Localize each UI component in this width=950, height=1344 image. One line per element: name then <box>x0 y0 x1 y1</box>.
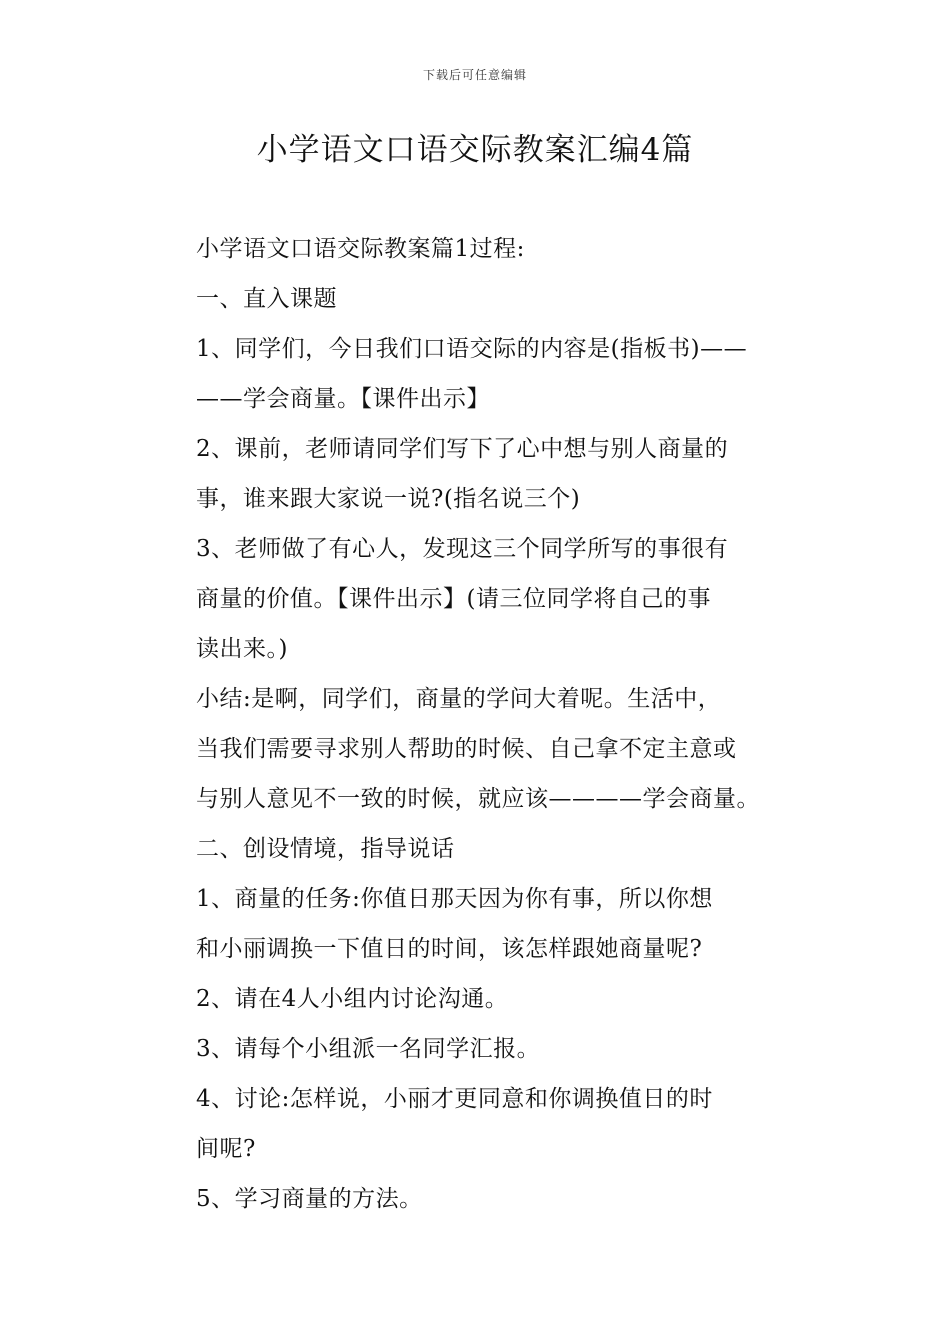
section-heading: 一、直入课题 <box>196 286 337 312</box>
paragraph-line: 5、学习商量的方法。 <box>196 1186 423 1212</box>
paragraph-line: 1、商量的任务:你值日那天因为你有事，所以你想 <box>196 886 713 912</box>
section-heading: 二、创设情境，指导说话 <box>196 836 455 862</box>
paragraph-line: 读出来。) <box>196 636 288 662</box>
paragraph-line: 小学语文口语交际教案篇1过程: <box>196 236 525 262</box>
paragraph-line: ——学会商量。【课件出示】 <box>196 386 490 412</box>
paragraph-line: 小结:是啊，同学们，商量的学问大着呢。生活中， <box>196 686 722 712</box>
header-note: 下载后可任意编辑 <box>422 68 527 82</box>
paragraph-line: 当我们需要寻求别人帮助的时候、自己拿不定主意或 <box>196 736 737 762</box>
paragraph-line: 3、请每个小组派一名同学汇报。 <box>196 1036 541 1062</box>
paragraph-line: 2、请在4人小组内讨论沟通。 <box>196 986 509 1012</box>
paragraph-line: 事，谁来跟大家说一说?(指名说三个) <box>196 486 581 512</box>
document-title: 小学语文口语交际教案汇编4篇 <box>256 132 694 168</box>
paragraph-line: 和小丽调换一下值日的时间，该怎样跟她商量呢? <box>196 936 703 962</box>
paragraph-line: 3、老师做了有心人，发现这三个同学所写的事很有 <box>196 536 729 562</box>
paragraph-line: 与别人意见不一致的时候，就应该————学会商量。 <box>196 786 760 812</box>
paragraph-line: 2、课前，老师请同学们写下了心中想与别人商量的 <box>196 436 729 462</box>
paragraph-line: 间呢? <box>196 1136 256 1162</box>
paragraph-line: 1、同学们，今日我们口语交际的内容是(指板书)—— <box>196 336 748 362</box>
paragraph-line: 4、讨论:怎样说，小丽才更同意和你调换值日的时 <box>196 1086 713 1112</box>
paragraph-line: 商量的价值。【课件出示】(请三位同学将自己的事 <box>196 586 711 612</box>
document-body <box>196 224 816 1224</box>
